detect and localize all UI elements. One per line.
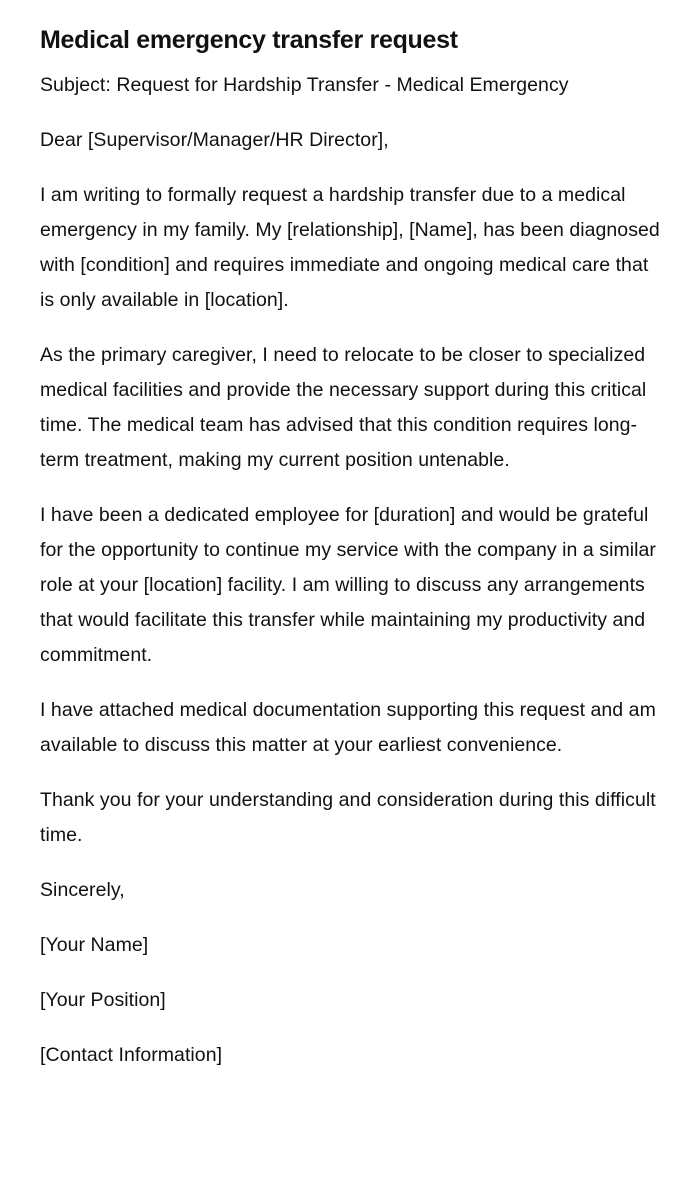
signature-name: [Your Name] bbox=[40, 934, 149, 956]
salutation: Dear [Supervisor/Manager/HR Director], bbox=[40, 129, 389, 151]
closing: Sincerely, bbox=[40, 879, 125, 901]
page-title: Medical emergency transfer request bbox=[40, 26, 458, 54]
body-paragraph: As the primary caregiver, I need to relocate to be closer to specialized medical facilities and provide the necessary support during this critical time. The medical team has advised that this condition requires long-term treatment, making my current position untenable. bbox=[40, 344, 647, 471]
signature-contact: [Contact Information] bbox=[40, 1044, 223, 1066]
signature-position: [Your Position] bbox=[40, 989, 166, 1011]
body-paragraph: I have attached medical documentation supporting this request and am available to discuss this matter at your earliest convenience. bbox=[40, 699, 656, 756]
body-paragraph: Thank you for your understanding and consideration during this difficult time. bbox=[40, 789, 656, 846]
body-paragraph: I have been a dedicated employee for [duration] and would be grateful for the opportunity to continue my service with the company in a similar role at your [location] facility. I am willing to discuss any arrangements that would facilitate this transfer while maintaining my productivity and commitment. bbox=[40, 504, 656, 666]
body-paragraph: I am writing to formally request a hardship transfer due to a medical emergency in my family. My [relationship], [Name], has been diagnosed with [condition] and requires immediate and ongoing medical care that is only available in [location]. bbox=[40, 184, 660, 311]
subject-line: Subject: Request for Hardship Transfer - Medical Emergency bbox=[40, 74, 569, 96]
